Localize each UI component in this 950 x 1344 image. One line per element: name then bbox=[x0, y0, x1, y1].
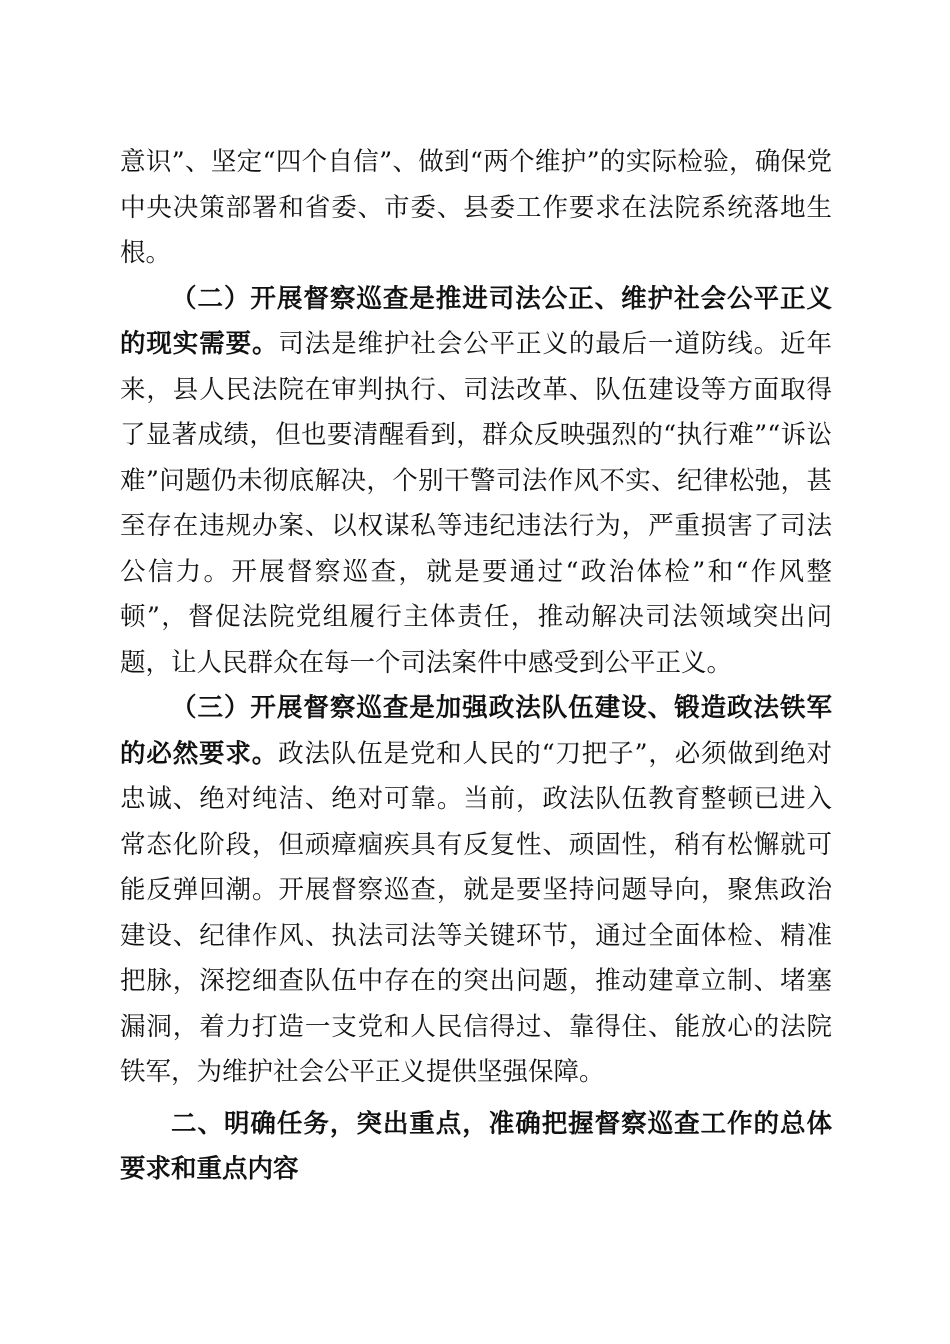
paragraph-judicial-fairness bbox=[120, 277, 832, 687]
paragraph-lead: （三）开展督察巡查是加强政法队伍建设、锻造政法铁军的必然要求。 bbox=[120, 693, 832, 769]
paragraph-text: 意识”、坚定“四个自信”、做到“两个维护”的实际检验，确保党中央决策部署和省委、市委、县委工作要求在法院系统落地生根。 bbox=[120, 147, 832, 268]
paragraph-continuation bbox=[120, 140, 832, 277]
section-heading: 二、明确任务，突出重点，准确把握督察巡查工作的总体要求和重点内容 bbox=[120, 1108, 832, 1184]
paragraph-lead: （二）开展督察巡查是推进司法公正、维护社会公平正义的现实需要。 bbox=[120, 283, 832, 359]
paragraph-text: 司法是维护社会公平正义的最后一道防线。近年来，县人民法院在审判执行、司法改革、队伍建设等方面取得了显著成绩，但也要清醒看到，群众反映强烈的“执行难”“诉讼难”问题仍未彻底解决，个别干警司法作风不实、纪律松弛，甚至存在违规办案、以权谋私等违纪违法行为，严重损害了司法公信力。开展督察巡查，就是要通过“政治体检”和“作风整顿”，督促法院党组履行主体责任，推动解决司法领域突出问题，让人民群众在每一个司法案件中感受到公平正义。 bbox=[120, 329, 832, 678]
paragraph-text: 政法队伍是党和人民的“刀把子”，必须做到绝对忠诚、绝对纯洁、绝对可靠。当前，政法队伍教育整顿已进入常态化阶段，但顽瘴痼疾具有反复性、顽固性，稍有松懈就可能反弹回潮。开展督察巡查，就是要坚持问题导向，聚焦政治建设、纪律作风、执法司法等关键环节，通过全面体检、精准把脉，深挖细查队伍中存在的突出问题，推动建章立制、堵塞漏洞，着力打造一支党和人民信得过、靠得住、能放心的法院铁军，为维护社会公平正义提供坚强保障。 bbox=[120, 738, 832, 1087]
document-body bbox=[120, 140, 832, 1193]
paragraph-team-building bbox=[120, 686, 832, 1096]
